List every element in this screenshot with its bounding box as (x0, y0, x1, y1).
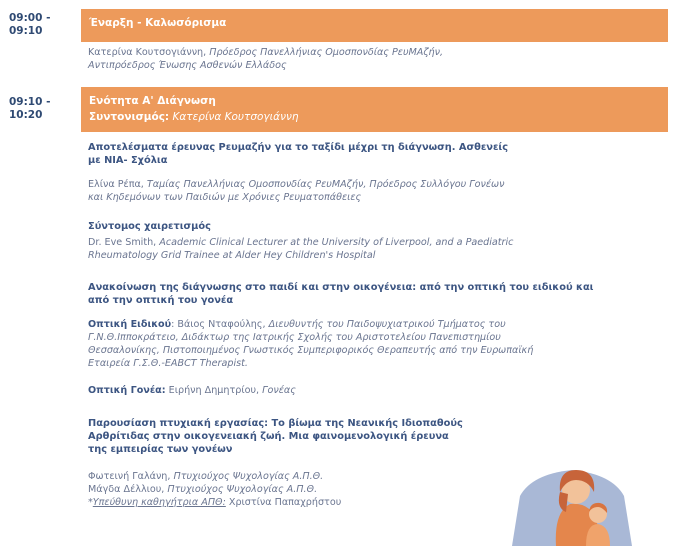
speaker-name: Ειρήνη Δημητρίου, (168, 385, 260, 396)
talk-heading-line: Αρθρίτιδας στην οικογενειακή ζωή. Μια φαινομενολογική έρευνα (88, 431, 449, 442)
speaker-role: και Κηδεμόνων των Παιδιών με Χρόνιες Ρευματοπάθειες (88, 192, 362, 203)
speaker-role: Γ.Ν.Θ.Ιπποκράτειο, Διδάκτωρ της Ιατρικής Σχολής του Αριστοτελείου Πανεπιστημίου (88, 332, 501, 343)
supervisor-star: * (88, 497, 93, 508)
speaker-name: Μάγδα Δέλλιου, (88, 484, 165, 495)
talk-heading-line: Παρουσίαση πτυχιακή εργασίας: Το βίωμα της Νεανικής Ιδιοπαθούς (88, 418, 463, 429)
speaker-block (88, 236, 648, 262)
speaker-role: Academic Clinical Lecturer at the University of Liverpool, and a Paediatric (159, 237, 514, 248)
talk-heading-line: Ανακοίνωση της διάγνωσης στο παιδί και στην οικογένεια: από την οπτική του ειδικού και (88, 282, 594, 293)
speaker-name: Φωτεινή Γαλάνη, (88, 471, 171, 482)
talk-heading-line: με ΝΙΑ- Σχόλια (88, 155, 168, 166)
speaker-role: Πρόεδρος Πανελλήνιας Ομοσπονδίας ΡευΜΑζήν, (209, 47, 444, 58)
talk-heading (88, 281, 648, 307)
coordinator-label: Συντονισμός: (89, 111, 170, 123)
speaker-name: Χριστίνα Παπαχρήστου (228, 497, 342, 508)
speaker-role: Γονέας (262, 385, 296, 396)
speaker-name: Dr. Eve Smith, (88, 237, 157, 248)
speaker-role: Αντιπρόεδρος Ένωσης Ασθενών Ελλάδος (88, 60, 287, 71)
supervisor-label: Υπεύθυνη καθηγήτρια ΑΠΘ: (92, 497, 226, 508)
mother-child-illustration (512, 456, 632, 546)
speaker-name: Ελίνα Ρέπα, (88, 179, 144, 190)
session-title: Έναρξη - Καλωσόρισμα (89, 17, 227, 29)
specialist-label: Οπτική Ειδικού (88, 319, 172, 330)
speaker-block (88, 178, 648, 204)
slot-time: 09:00 - 09:10 (9, 12, 51, 37)
speaker-name: : Βάιος Νταφούλης, (171, 319, 266, 330)
coordinator-name: Κατερίνα Κουτσογιάννη (172, 111, 299, 123)
speaker-role: Θεσσαλονίκης, Πιστοποιημένος Γνωστικός Συμπεριφορικός Θεραπευτής από την Ευρωπαϊκή (88, 345, 534, 356)
talk-heading-line: της εμπειρίας των γονέων (88, 444, 233, 455)
talk-heading-line: από την οπτική του γονέα (88, 295, 234, 306)
speaker-role: Εταιρεία Γ.Σ.Θ.-EABCT Therapist. (88, 358, 248, 369)
session-bar (81, 9, 668, 42)
session-title: Ενότητα Α' Διάγνωση (89, 95, 216, 107)
speaker-block (88, 46, 648, 72)
speaker-role: Rheumatology Grid Trainee at Alder Hey Children's Hospital (88, 250, 376, 261)
speaker-name: Κατερίνα Κουτσογιάννη, (88, 47, 207, 58)
slot-time: 09:10 - 10:20 (9, 96, 51, 121)
speaker-block (88, 384, 648, 397)
speaker-role: Πτυχιούχος Ψυχολογίας Α.Π.Θ. (167, 484, 318, 495)
parent-label: Οπτική Γονέα: (88, 385, 166, 396)
talk-heading-line: Αποτελέσματα έρευνας Ρευμαζήν για το ταξίδι μέχρι τη διάγνωση. Ασθενείς (88, 142, 509, 153)
talk-heading (88, 417, 648, 456)
speaker-block (88, 318, 648, 370)
speaker-role: Διευθυντής του Παιδοψυχιατρικού Τμήματος του (268, 319, 506, 330)
talk-heading: Σύντομος χαιρετισμός (88, 221, 211, 232)
speaker-role: Ταμίας Πανελλήνιας Ομοσπονδίας ΡευΜΑζήν, Πρόεδρος Συλλόγου Γονέων (146, 179, 505, 190)
speaker-role: Πτυχιούχος Ψυχολογίας Α.Π.Θ. (173, 471, 324, 482)
session-bar (81, 87, 668, 132)
talk-heading (88, 141, 648, 167)
